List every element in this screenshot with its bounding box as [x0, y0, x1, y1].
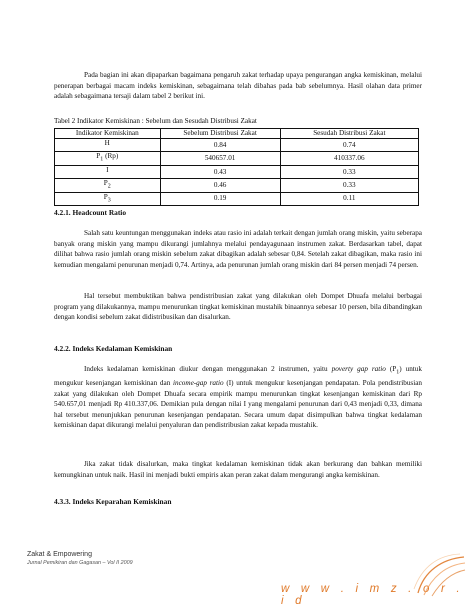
text-span: ) untuk mengukur kesenjangan kemiskinan dan	[54, 365, 422, 388]
indicator-subscript: 2	[107, 183, 111, 190]
headcount-paragraph-2: Hal tersebut membuktikan bahwa pendistribusian zakat yang dilakukan oleh Dompet Dhuafa melalui berbagai program yang dilakukannya, mampu menurunkan tingkat kemiskinan mustahik binaannya sebesar 10 persen, bila dibandingkan dengan kondisi sebelum zakat didistribusikan dan disalurkan.	[54, 292, 422, 322]
after-value-cell: 0.33	[280, 165, 418, 178]
indicator-cell	[55, 139, 161, 152]
intro-paragraph: Pada bagian ini akan dipaparkan bagaimana pengaruh zakat terhadap upaya pengurangan angka kemiskinan, melalui penerapan berbagai macam indeks kemiskinan, sebagaimana telah dibahas pada bab sebelumnya. Hasil olahan data primer adalah sebagaimana tersaji dalam tabel 2 berikut ini.	[54, 71, 422, 101]
table-row	[55, 165, 419, 178]
poverty-depth-paragraph-1	[54, 364, 422, 431]
indicator-subscript: 3	[107, 197, 111, 204]
italic-term: poverty gap ratio	[331, 365, 386, 373]
indicator-cell	[55, 179, 161, 192]
table-header-cell: Indikator Kemiskinan	[55, 129, 161, 139]
after-value-cell: 410337.06	[280, 152, 418, 165]
text-span: Indeks kedalaman kemiskinan diukur dengan menggunakan 2 instrumen, yaitu	[84, 365, 332, 373]
indicator-label: P	[103, 192, 108, 201]
poverty-depth-paragraph-2: Jika zakat tidak disalurkan, maka tingkat kedalaman kemiskinan tidak akan berkurang dan bahkan memiliki kemungkinan untuk naik. Hasil ini menjadi bukti empiris akan peran zakat dalam mengurangi angka kemiskinan.	[54, 460, 422, 479]
before-value-cell: 0.19	[160, 192, 280, 205]
indicator-subscript: 1	[100, 156, 104, 163]
section-heading-headcount-ratio: 4.2.1. Headcount Ratio	[54, 208, 127, 217]
indicator-label: P	[96, 152, 101, 161]
table-row	[55, 192, 419, 205]
table-row	[55, 179, 419, 192]
journal-title: Zakat & Empowering	[27, 551, 92, 558]
after-value-cell: 0.74	[280, 139, 418, 152]
table-row	[55, 139, 419, 152]
indicator-label: P	[103, 179, 108, 188]
indicator-label: H	[104, 139, 110, 147]
italic-term: income-gap ratio	[173, 379, 224, 388]
journal-footer	[27, 551, 133, 566]
after-value-cell: 0.33	[280, 179, 418, 192]
before-value-cell: 0.84	[160, 139, 280, 152]
headcount-paragraph-1: Salah satu keuntungan menggunakan indeks atau rasio ini adalah terkait dengan jumlah orang miskin, yaitu seberapa banyak orang miskin yang mampu dikurangi jumlahnya melalui pendayagunaan instrumen zakat. Berdasarkan tabel, dapat dilihat bahwa rasio jumlah orang miskin sebelum zakat dibagikan adalah sebesar 0,84. Setelah zakat dibagikan, maka rasio ini kemudian mengalami penurunan menjadi 0,74. Artinya, ada penurunan jumlah orang miskin dari 84 persen menjadi 74 persen.	[54, 229, 422, 269]
indicator-cell	[55, 152, 161, 165]
section-heading-poverty-depth: 4.2.2. Indeks Kedalaman Kemiskinan	[54, 344, 173, 353]
text-span: (I) untuk mengukur kesenjangan pendapatan. Pola pendistribusian zakat yang dilakukan oleh Dompet Dhuafa secara empirik mampu menurunkan tingkat kesenjangan kemiskinan dari Rp 540.657,01 menjadi Rp 410.337,06. Demikian pula dengan nilai I yang mengalami penurunan dari 0,43 menjadi 0,33, dimana hal tersebut menunjukkan penurunan kesenjangan pendapatan. Secara umum dapat disimpulkan bahwa tingkat kedalaman kemiskinan dapat dikurangi melalui penyaluran dan pendistribusian zakat kepada mustahik.	[54, 379, 422, 430]
subscript: 1	[396, 369, 400, 376]
swirl-logo-icon	[410, 553, 466, 597]
before-value-cell: 540657.01	[160, 152, 280, 165]
indicator-cell	[55, 165, 161, 178]
table-header-cell: Sebelum Distribusi Zakat	[160, 129, 280, 139]
indicator-label: I	[106, 165, 109, 174]
poverty-indicator-table	[54, 128, 419, 206]
table-header-row	[55, 129, 419, 139]
table-row	[55, 152, 419, 165]
before-value-cell: 0.43	[160, 165, 280, 178]
journal-subtitle: Jurnal Pemikiran dan Gagasan – Vol II 2009	[27, 560, 133, 566]
website-url: w w w . i m z . o r . i d	[281, 583, 464, 607]
before-value-cell: 0.46	[160, 179, 280, 192]
indicator-suffix: (Rp)	[103, 152, 119, 161]
after-value-cell: 0.11	[280, 192, 418, 205]
table-caption: Tabel 2 Indikator Kemiskinan : Sebelum dan Sesudah Distribusi Zakat	[54, 117, 257, 125]
text-span: (P	[385, 365, 397, 373]
section-heading-poverty-severity: 4.3.3. Indeks Keparahan Kemiskinan	[54, 497, 172, 506]
table-header-cell: Sesudah Distribusi Zakat	[280, 129, 418, 139]
indicator-cell	[55, 192, 161, 205]
